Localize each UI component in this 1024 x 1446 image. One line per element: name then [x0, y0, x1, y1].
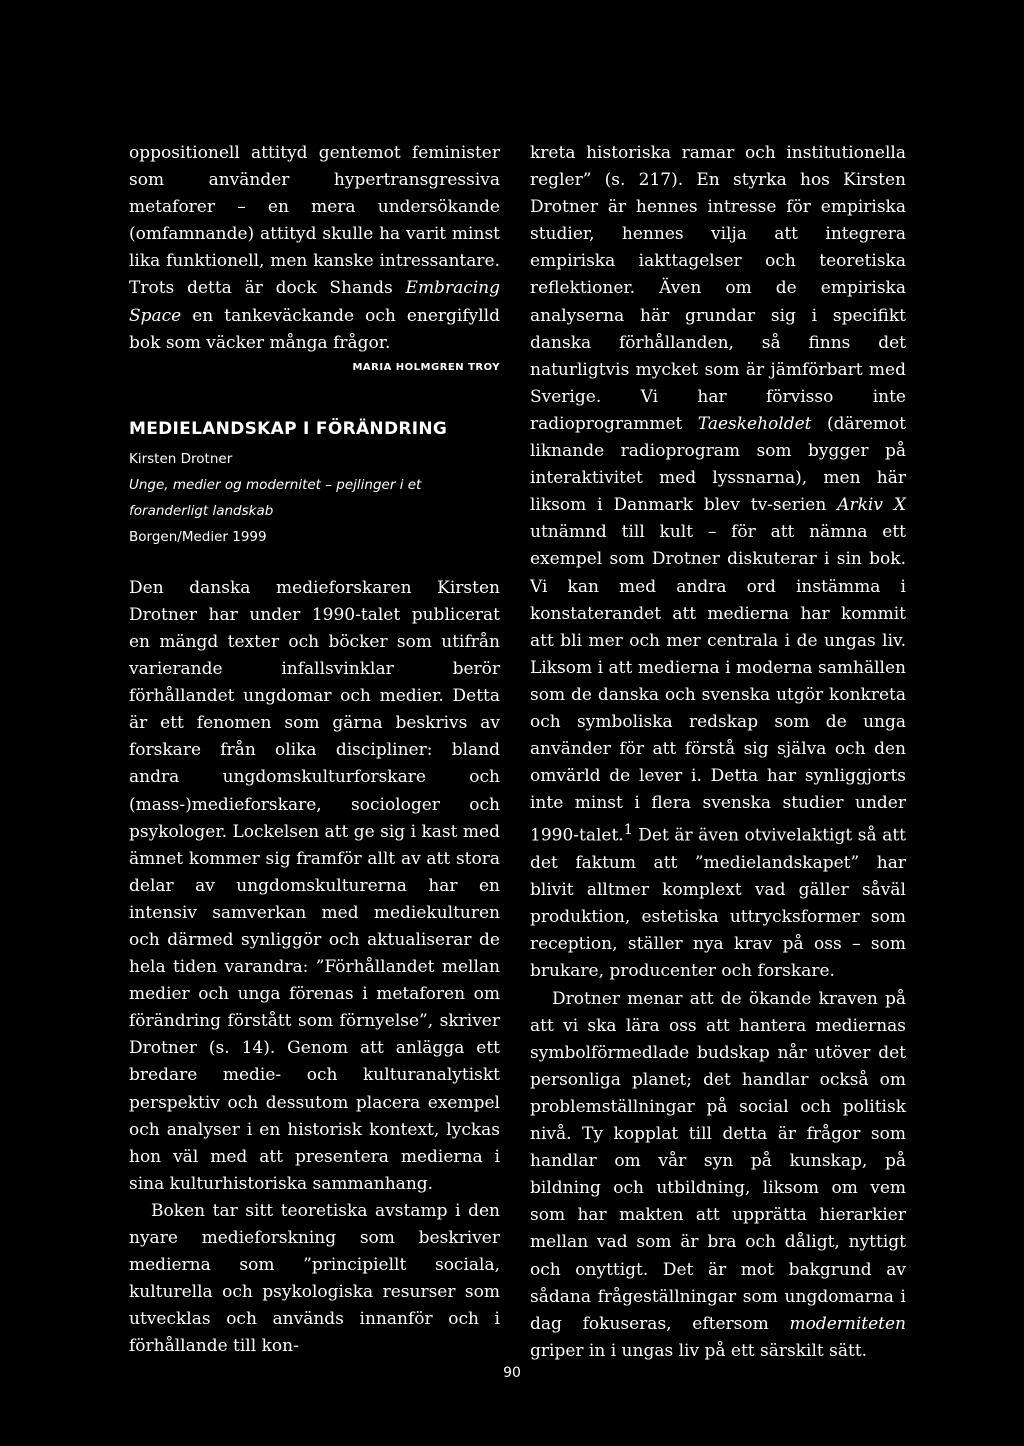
review-paragraph-3 — [530, 986, 906, 1365]
left-column — [129, 140, 500, 1360]
footnote-marker: 1 — [623, 822, 633, 839]
series-title: Arkiv X — [837, 495, 906, 516]
previous-review-text: oppositionell attityd gentemot feminister som använder hypertransgressiva metaforer – en mera undersökande (omfamnande) attityd skulle ha varit minst lika funktionell, men kanske intressantare. Trots detta är dock Shands — [129, 143, 500, 299]
paragraph-text: utnämnd till kult – för att nämna ett exempel som Drotner diskuterar i sin bok. Vi kan med andra ord instämma i konstaterandet att medierna har kommit att bli mer och mer centrala i de ungas liv. Liksom i att medierna i moderna samhällen som de danska och svenska utgör konkreta och symboliska redskap som de unga använder för att förstå sig själva och den omvärld de lever i. Detta har synliggjorts inte minst i flera svenska studier under 1990-talet. — [530, 522, 906, 846]
program-title: Taeskeholdet — [697, 413, 812, 434]
paragraph-text: kreta historiska ramar och institutionella regler” (s. 217). En styrka hos Kirsten Drotner är hennes intresse för empiriska studier, hennes vilja att integrera empiriska iakttagelser och teoretiska reflektioner. Även om de empiriska analyserna här grundar sig i specifikt danska förhållanden, så finns det naturligtvis mycket som är jämförbart med Sverige. Vi har förvisso inte radioprogrammet — [530, 143, 906, 434]
previous-review-ending — [129, 140, 500, 357]
previous-review-text-end: en tankeväckande och energifylld bok som väcker många frågor. — [129, 305, 500, 353]
review-paragraph-1: Den danska medieforskaren Kirsten Drotner har under 1990-talet publicerat en mängd texter och böcker som utifrån varierande infallsvinklar berör förhållandet ungdomar och medier. Detta är ett fenomen som gärna beskrivs av forskare från olika discipliner: bland andra ungdomskulturforskare och (mass-)medieforskare, sociologer och psykologer. Lockelsen att ge sig i kast med ämnet kommer sig framför allt av att stora delar av ungdomskulturerna har en intensiv samverkan med mediekulturen och därmed synliggör och aktualiserar de hela tiden varandra: ”Förhållandet mellan medier och unga förenas i metaforen om förändring förstått som förnyelse”, skriver Drotner (s. 14). Genom att anlägga ett bredare medie- och kulturanalytiskt perspektiv och dessutom placera exempel och analyser i en historisk kontext, lyckas hon väl med att presentera medierna i sina kulturhistoriska sammanhang. — [129, 577, 500, 1194]
paragraph-text: Det är även otvivelaktigt så att det faktum att ”medielandskapet” har blivit alltmer komplext vad gäller såväl produktion, estetiska uttrycksformer som reception, ställer nya krav på oss – som brukare, producenter och forskare. — [530, 826, 906, 982]
paragraph-text: Drotner menar att de ökande kraven på att vi ska lära oss att hantera mediernas symbolförmedlade budskap når utöver det personliga planet; det handlar också om problemställningar på social och politisk nivå. Ty kopplat till detta är frågor som handlar om vår syn på kunskap, på bildning och utbildning, liksom om vem som har makten att upprätta hierarkier mellan vad som är bra och dåligt, nyttigt och onyttigt. Det är mot bakgrund av sådana frågeställningar som ungdomarna i dag fokuseras, eftersom — [530, 988, 906, 1334]
right-column — [530, 140, 906, 1365]
paragraph-text: (däremot liknande radioprogram som bygger på interaktivitet med lyssnarna), men här liksom i Danmark blev tv-serien — [530, 413, 906, 516]
paragraph-text: griper in i ungas liv på ett särskilt sätt. — [530, 1340, 868, 1361]
review-paragraph-2-continued — [530, 140, 906, 986]
reviewer-signature: MARIA HOLMGREN TROY — [352, 361, 500, 373]
previous-review-book-title: Embracing Space — [129, 278, 500, 326]
review-book-title: Unge, medier og modernitet – pejlinger i et foranderligt landskab — [129, 476, 422, 519]
page-number: 90 — [503, 1365, 521, 1381]
review-paragraph-2: Boken tar sitt teoretiska avstamp i den nyare medieforskning som beskriver medierna som ”principiellt sociala, kulturella och psykologiska resurser som utvecklas och används innanför och i förhållande till kon- — [129, 1200, 500, 1357]
review-book-publisher: Borgen/Medier 1999 — [129, 528, 267, 545]
emphasized-term: moderniteten — [789, 1313, 906, 1334]
review-title: MEDIELANDSKAP I FÖRÄNDRING — [129, 418, 448, 439]
review-book-author: Kirsten Drotner — [129, 450, 233, 467]
